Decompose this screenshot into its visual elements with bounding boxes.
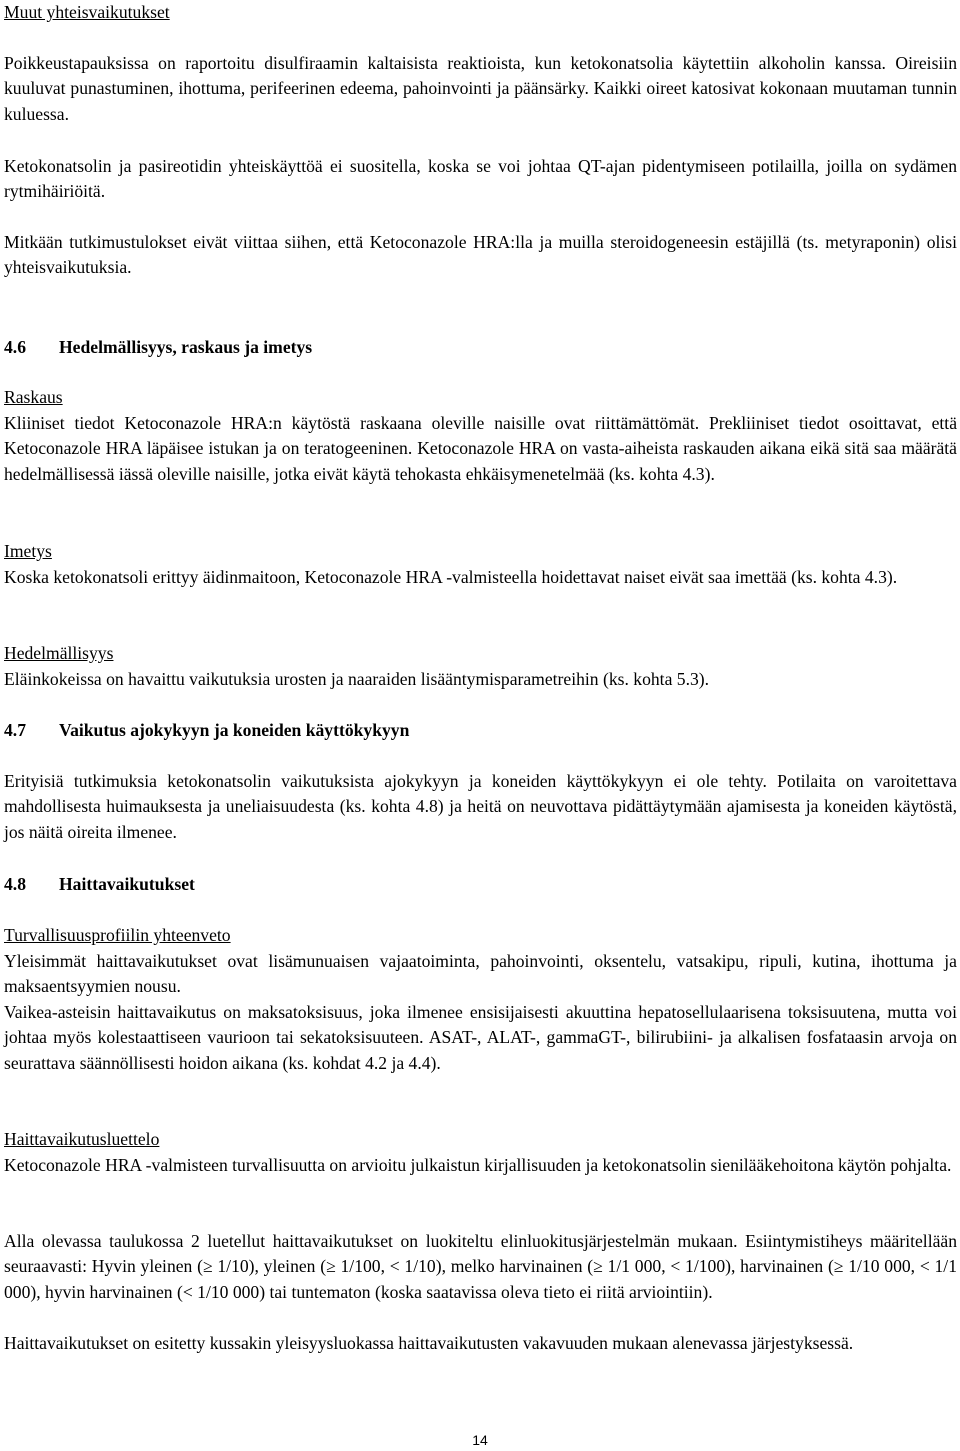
subheading-lactation: Imetys: [4, 541, 52, 561]
heading-4-8-number: 4.8: [4, 874, 26, 894]
paragraph-common-reactions: Yleisimmät haittavaikutukset ovat lisämunuaisen vajaatoiminta, pahoinvointi, oksentelu, vatsakipu, ripuli, kutina, ihottuma ja maksaentsyymien nousu.: [4, 951, 957, 997]
heading-4-8-title: Haittavaikutukset: [59, 874, 195, 894]
page-number: 14: [472, 1432, 488, 1448]
paragraph-disulfiram: Poikkeustapauksissa on raportoitu disulfiraamin kaltaisista reaktioista, kun ketokonatsolia käytettiin alkoholin kanssa. Oireisiin kuuluvat punastuminen, ihottuma, perifeerinen edeema, pahoinvointi ja päänsärky. Kaikki oireet katosivat kokonaan muutaman tunnin kuluessa.: [4, 53, 957, 124]
paragraph-pregnancy: Kliiniset tiedot Ketoconazole HRA:n käytöstä raskaana oleville naisille ovat riittämättömät. Prekliiniset tiedot osoittavat, että Ketoconazole HRA läpäisee istukan ja on teratogeeninen. Ketoconazole HRA on vasta-aiheista raskauden aikana eikä sitä saa määrätä hedelmällisessä iässä oleville naisille, jotka eivät käytä tehokasta ehkäisymenetelmää (ks. kohta 4.3).: [4, 413, 957, 484]
subheading-fertility: Hedelmällisyys: [4, 643, 114, 663]
subheading-pregnancy: Raskaus: [4, 387, 63, 407]
heading-4-6: [4, 335, 957, 360]
paragraph-driving: Erityisiä tutkimuksia ketokonatsolin vaikutuksista ajokykyyn ja koneiden käyttökykyyn ei ole tehty. Potilaita on varoitettava mahdollisesta huimauksesta ja uneliaisuudesta (ks. kohta 4.8) ja heitä on neuvottava pidättäytymään ajamisesta ja koneiden käytöstä, jos näitä oireita ilmenee.: [4, 771, 957, 842]
subheading-reaction-list: Haittavaikutusluettelo: [4, 1129, 160, 1149]
heading-4-7-number: 4.7: [4, 720, 26, 740]
section-title-interactions-other: Muut yhteisvaikutukset: [4, 2, 170, 22]
paragraph-literature: Ketoconazole HRA -valmisteen turvallisuutta on arvioitu julkaistun kirjallisuuden ja ketokonatsolin sienilääkehoitona käytön pohjalta.: [4, 1155, 952, 1175]
heading-4-7-title: Vaikutus ajokykyyn ja koneiden käyttökykyyn: [59, 720, 410, 740]
subheading-safety-profile: Turvallisuusprofiilin yhteenveto: [4, 925, 231, 945]
heading-4-6-title: Hedelmällisyys, raskaus ja imetys: [59, 337, 313, 357]
paragraph-severity-order: Haittavaikutukset on esitetty kussakin yleisyysluokassa haittavaikutusten vakavuuden mukaan alenevassa järjestyksessä.: [4, 1333, 854, 1353]
heading-4-7: [4, 718, 957, 743]
paragraph-hepatotoxicity: Vaikea-asteisin haittavaikutus on maksatoksisuus, joka ilmenee ensisijaisesti akuuttina hepatosellulaarisena toksisuutena, mutta voi johtaa myös kolestaattiseen vaurioon tai sekatoksisuuteen. ASAT-, ALAT-, gammaGT-, bilirubiini- ja alkalisen fosfataasin arvoja on seurattava säännöllisesti hoidon aikana (ks. kohdat 4.2 ja 4.4).: [4, 1002, 957, 1073]
heading-4-8: [4, 872, 957, 897]
paragraph-steroidogenesis: Mitkään tutkimustulokset eivät viittaa siihen, että Ketoconazole HRA:lla ja muilla steroidogeneesin estäjillä (ts. metyraponin) olisi yhteisvaikutuksia.: [4, 232, 957, 278]
paragraph-frequency: Alla olevassa taulukossa 2 luetellut haittavaikutukset on luokiteltu elinluokitusjärjestelmän mukaan. Esiintymistiheys määritellään seuraavasti: Hyvin yleinen (≥ 1/10), yleinen (≥ 1/100, < 1/10), melko harvinainen (≥ 1/1 000, < 1/100), harvinainen (≥ 1/10 000, < 1/1 000), hyvin harvinainen (< 1/10 000) tai tuntematon (koska saatavissa oleva tieto ei riitä arviointiin).: [4, 1231, 957, 1302]
heading-4-6-number: 4.6: [4, 337, 26, 357]
paragraph-lactation: Koska ketokonatsoli erittyy äidinmaitoon, Ketoconazole HRA -valmisteella hoidettavat naiset eivät saa imettää (ks. kohta 4.3).: [4, 567, 898, 587]
paragraph-pasireotide: Ketokonatsolin ja pasireotidin yhteiskäyttöä ei suositella, koska se voi johtaa QT-ajan pidentymiseen potilailla, joilla on sydämen rytmihäiriöitä.: [4, 156, 957, 202]
paragraph-fertility: Eläinkokeissa on havaittu vaikutuksia urosten ja naaraiden lisääntymisparametreihin (ks. kohta 5.3).: [4, 669, 710, 689]
